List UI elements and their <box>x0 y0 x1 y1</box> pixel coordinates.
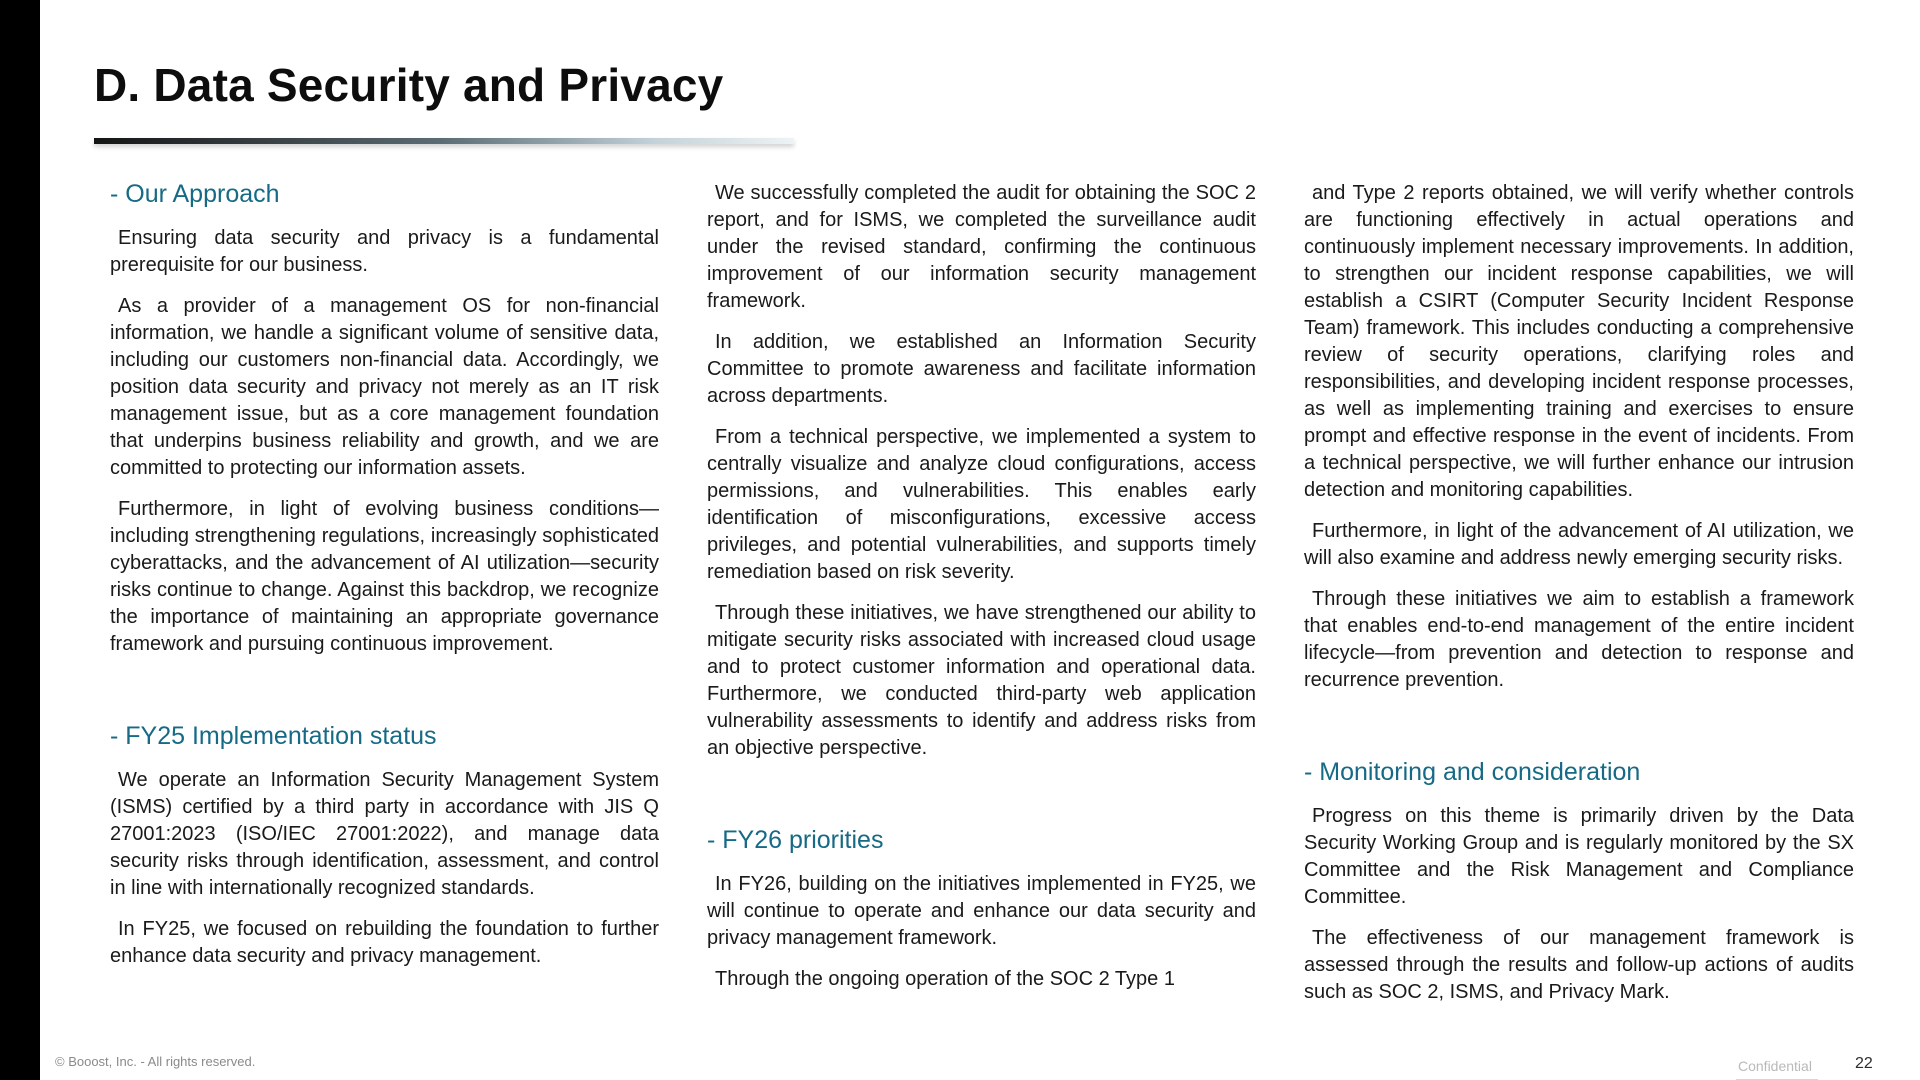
paragraph: Through these initiatives we aim to establish a framework that enables end-to-end management of the entire incident lifecycle—from prevention and detection to response and recurrence prevention. <box>1304 588 1854 691</box>
section-heading: - FY25 Implementation status <box>110 722 437 750</box>
page-title: D. Data Security and Privacy <box>94 59 724 111</box>
section-heading: - FY26 priorities <box>707 826 884 854</box>
text-column-3 <box>1304 180 1854 1020</box>
text-column-2 <box>707 180 1256 1020</box>
paragraph: Through these initiatives, we have strengthened our ability to mitigate security risks associated with increased cloud usage and to protect customer information and operational data. Furthermore, we conducted third-party web application vulnerability assessments to identify and address risks from an objective perspective. <box>707 602 1256 759</box>
section-heading: - Monitoring and consideration <box>1304 758 1641 786</box>
paragraph: We operate an Information Security Management System (ISMS) certified by a third party in accordance with JIS Q 27001:2023 (ISO/IEC 27001:2022), and manage data security risks through identification, assessment, and control in line with internationally recognized standards. <box>110 769 659 899</box>
section-heading: - Our Approach <box>110 180 280 208</box>
paragraph: Furthermore, in light of the advancement of AI utilization, we will also examine and address newly emerging security risks. <box>1304 520 1854 569</box>
left-edge-bar <box>0 0 40 1080</box>
paragraph: Ensuring data security and privacy is a fundamental prerequisite for our business. <box>110 227 659 276</box>
confidential-label: Confidential <box>1736 1058 1818 1080</box>
paragraph: The effectiveness of our management framework is assessed through the results and follow-up actions of audits such as SOC 2, ISMS, and Privacy Mark. <box>1304 927 1854 1003</box>
paragraph: From a technical perspective, we implemented a system to centrally visualize and analyze cloud configurations, access permissions, and vulnerabilities. This enables early identification of misconfigurations, excessive access privileges, and potential vulnerabilities, and supports timely remediation based on risk severity. <box>707 426 1256 583</box>
paragraph: Progress on this theme is primarily driven by the Data Security Working Group and is regularly monitored by the SX Committee and the Risk Management and Compliance Committee. <box>1304 805 1854 908</box>
paragraph: Through the ongoing operation of the SOC 2 Type 1 <box>715 968 1175 990</box>
paragraph: In FY25, we focused on rebuilding the foundation to further enhance data security and privacy management. <box>110 918 659 967</box>
paragraph: Furthermore, in light of evolving business conditions—including strengthening regulations, increasingly sophisticated cyberattacks, and the advancement of AI utilization—security risks continue to change. Against this backdrop, we recognize the importance of maintaining an appropriate governance framework and pursuing continuous improvement. <box>110 498 659 655</box>
paragraph: and Type 2 reports obtained, we will verify whether controls are functioning effectively in actual operations and continuously implement necessary improvements. In addition, to strengthen our incident response capabilities, we will establish a CSIRT (Computer Security Incident Response Team) framework. This includes conducting a comprehensive review of security operations, clarifying roles and responsibilities, and developing incident response processes, as well as implementing training and exercises to ensure prompt and effective response in the event of incidents. From a technical perspective, we will further enhance our intrusion detection and monitoring capabilities. <box>1304 182 1854 501</box>
footer-copyright: © Booost, Inc. - All rights reserved. <box>55 1054 256 1069</box>
paragraph: We successfully completed the audit for obtaining the SOC 2 report, and for ISMS, we completed the surveillance audit under the revised standard, confirming the continuous improvement of our information security management framework. <box>707 182 1256 312</box>
page-number: 22 <box>1855 1055 1873 1072</box>
text-column-1 <box>110 180 659 1020</box>
paragraph: In addition, we established an Information Security Committee to promote awareness and facilitate information across departments. <box>707 331 1256 407</box>
title-underline <box>94 138 794 144</box>
slide-body <box>110 180 1855 1020</box>
paragraph: In FY26, building on the initiatives implemented in FY25, we will continue to operate and enhance our data security and privacy management framework. <box>707 873 1256 949</box>
paragraph: As a provider of a management OS for non-financial information, we handle a significant volume of sensitive data, including our customers non-financial data. Accordingly, we position data security and privacy not merely as an IT risk management issue, but as a core management foundation that underpins business reliability and growth, and we are committed to protecting our information assets. <box>110 295 659 479</box>
